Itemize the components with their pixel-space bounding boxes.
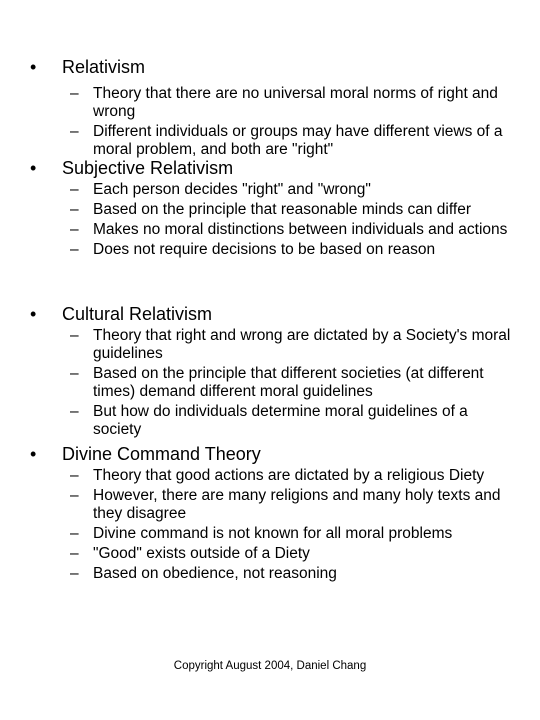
list-item xyxy=(0,487,540,523)
dash-icon: – xyxy=(70,123,79,140)
list-item xyxy=(0,201,540,219)
list-item xyxy=(0,221,540,239)
section-title: Divine Command Theory xyxy=(62,444,261,464)
bullet-icon: • xyxy=(30,57,37,77)
item-text: Each person decides "right" and "wrong" xyxy=(93,181,371,198)
section-subjective-relativism xyxy=(0,156,540,259)
item-text: Theory that good actions are dictated by a religious Diety xyxy=(93,467,485,484)
bullet-row xyxy=(0,442,540,466)
item-text: Different individuals or groups may have different views of a moral problem, and both are "right" xyxy=(93,123,503,158)
list-item xyxy=(0,525,540,543)
dash-icon: – xyxy=(70,525,79,542)
section-title: Cultural Relativism xyxy=(62,304,213,324)
sub-list xyxy=(0,85,540,159)
section-cultural-relativism xyxy=(0,302,540,439)
dash-icon: – xyxy=(70,181,79,198)
section-title: Relativism xyxy=(62,57,146,77)
bullet-icon: • xyxy=(30,304,37,324)
dash-icon: – xyxy=(70,403,79,420)
bullet-icon: • xyxy=(30,158,37,178)
list-item xyxy=(0,545,540,563)
sub-list xyxy=(0,327,540,439)
list-item xyxy=(0,565,540,583)
item-text: Theory that right and wrong are dictated by a Society's moral guidelines xyxy=(93,327,511,362)
item-text: Based on the principle that reasonable minds can differ xyxy=(93,201,471,218)
dash-icon: – xyxy=(70,365,79,382)
section-relativism xyxy=(0,55,540,159)
list-item xyxy=(0,365,540,401)
item-text: "Good" exists outside of a Diety xyxy=(93,545,310,562)
section-divine-command-theory xyxy=(0,442,540,583)
item-text: Based on obedience, not reasoning xyxy=(93,565,337,582)
item-text: Makes no moral distinctions between individuals and actions xyxy=(93,221,508,238)
bullet-icon: • xyxy=(30,444,37,464)
sub-list xyxy=(0,467,540,583)
dash-icon: – xyxy=(70,327,79,344)
item-text: Does not require decisions to be based on reason xyxy=(93,241,436,258)
dash-icon: – xyxy=(70,487,79,504)
list-item xyxy=(0,467,540,485)
list-item xyxy=(0,85,540,121)
list-item xyxy=(0,327,540,363)
dash-icon: – xyxy=(70,85,79,102)
dash-icon: – xyxy=(70,201,79,218)
item-text: Based on the principle that different societies (at different times) demand different moral guidelines xyxy=(93,365,484,400)
list-item xyxy=(0,403,540,439)
item-text: But how do individuals determine moral guidelines of a society xyxy=(93,403,468,438)
dash-icon: – xyxy=(70,467,79,484)
sub-list xyxy=(0,181,540,259)
copyright-footer: Copyright August 2004, Daniel Chang xyxy=(173,660,367,672)
bullet-row xyxy=(0,55,540,79)
list-item xyxy=(0,181,540,199)
dash-icon: – xyxy=(70,221,79,238)
dash-icon: – xyxy=(70,241,79,258)
bullet-row xyxy=(0,156,540,180)
item-text: Divine command is not known for all moral problems xyxy=(93,525,453,542)
list-item xyxy=(0,241,540,259)
section-title: Subjective Relativism xyxy=(62,158,234,178)
list-item xyxy=(0,123,540,159)
item-text: However, there are many religions and many holy texts and they disagree xyxy=(93,487,501,522)
bullet-row xyxy=(0,302,540,326)
dash-icon: – xyxy=(70,565,79,582)
item-text: Theory that there are no universal moral norms of right and wrong xyxy=(93,85,498,120)
dash-icon: – xyxy=(70,545,79,562)
